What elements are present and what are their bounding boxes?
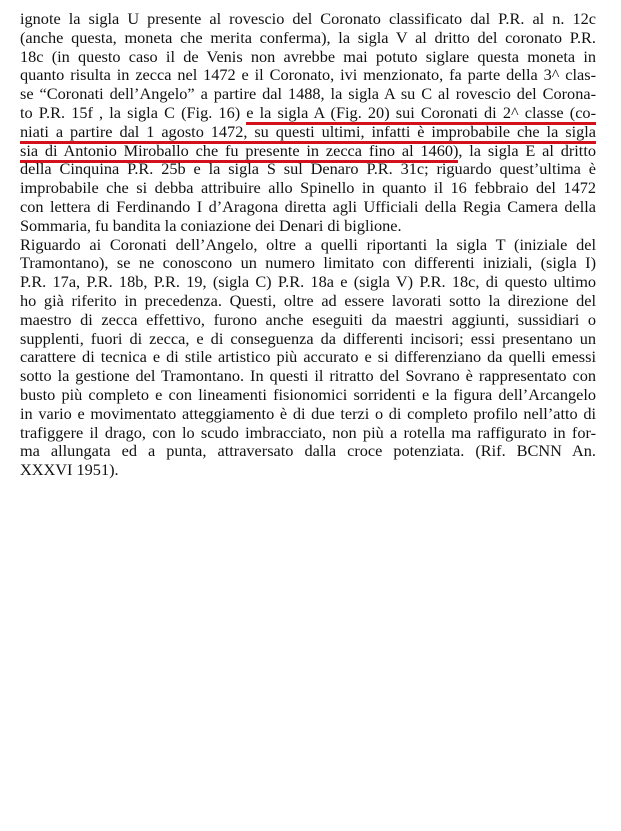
text-line: supplenti, fuori di zecca, e di conseguenza da differenti incisori; essi presentano un xyxy=(20,328,596,348)
text-segment: , la sigla E al dritto xyxy=(458,140,596,160)
text-line xyxy=(20,104,596,123)
text-line: trafiggere il drago, con lo scudo imbracciato, non più a rotella ma raffigurato in for- xyxy=(20,422,596,442)
text-line: se “Coronati dell’Angelo” a partire dal 1488, la sigla A su C al rovescio del Corona- xyxy=(20,84,596,104)
text-line: Riguardo ai Coronati dell’Angelo, oltre a quelli riportanti la sigla T (iniziale del xyxy=(20,234,596,254)
text-line: carattere di tecnica e di stile artistico più accurato e si differenziano da quelli emessi xyxy=(20,347,596,367)
text-line: P.R. 17a, P.R. 18b, P.R. 19, (sigla C) P.R. 18a e (sigla V) P.R. 18c, di questo ultimo xyxy=(20,272,596,292)
text-line: Tramontano), se ne conoscono un numero limitato con differenti iniziali, (sigla I) xyxy=(20,253,596,273)
text-line: quanto risulta in zecca nel 1472 e il Coronato, ivi menzionato, fa parte della 3^ clas- xyxy=(20,65,596,85)
red-underlined-text: sia di Antonio Miroballo che fu presente in zecca fino al 1460) xyxy=(20,141,458,163)
text-line: della Cinquina P.R. 25b e la sigla S sul Denaro P.R. 31c; riguardo quest’ultima è xyxy=(20,159,596,179)
text-line: 18c (in questo caso il de Venis non avrebbe mai potuto siglare questa moneta in xyxy=(20,46,596,66)
red-underlined-text: niati a partire dal 1 agosto 1472, su questi ultimi, infatti è improbabile che la sigla xyxy=(20,122,596,144)
text-line: in vario e movimentato atteggiamento è di due terzi o di completo profilo nell’atto di xyxy=(20,403,596,423)
text-line: ignote la sigla U presente al rovescio del Coronato classificato dal P.R. al n. 12c xyxy=(20,9,596,28)
text-line: sotto la gestione del Tramontano. In questi il ritratto del Sovrano è rappresentato con xyxy=(20,366,596,386)
text-line: Sommaria, fu bandita la coniazione dei Denari di biglione. xyxy=(20,215,402,235)
text-line: con lettera di Ferdinando I d’Aragona diretta agli Ufficiali della Regia Camera della xyxy=(20,196,596,216)
text-line: ho già riferito in precedenza. Questi, oltre ad essere lavorati sotto la direzione del xyxy=(20,290,596,310)
text-line: busto più completo e con lineamenti fisionomici sorridenti e la figura dell’Arcangelo xyxy=(20,384,596,404)
text-line: XXXVI 1951). xyxy=(20,460,119,480)
text-line: (anche questa, moneta che merita conferma), la sigla V al dritto del coronato P.R. xyxy=(20,27,596,47)
red-underlined-text: e la sigla A (Fig. 20) sui Coronati di 2^ classe (co- xyxy=(246,103,596,125)
text-segment: to P.R. 15f , la sigla C (Fig. 16) xyxy=(20,102,247,122)
text-line xyxy=(20,123,596,142)
text-line: improbabile che si debba attribuire allo Spinello in quanto il 16 febbraio del 1472 xyxy=(20,178,596,198)
text-line xyxy=(20,142,596,161)
text-line: maestro di zecca effettivo, furono anche eseguiti da maestri aggiunti, sussidiari o xyxy=(20,309,596,329)
text-line: ma allungata ed a punta, attraversato dalla croce potenziata. (Rif. BCNN An. xyxy=(20,441,596,461)
document-page xyxy=(20,10,596,480)
